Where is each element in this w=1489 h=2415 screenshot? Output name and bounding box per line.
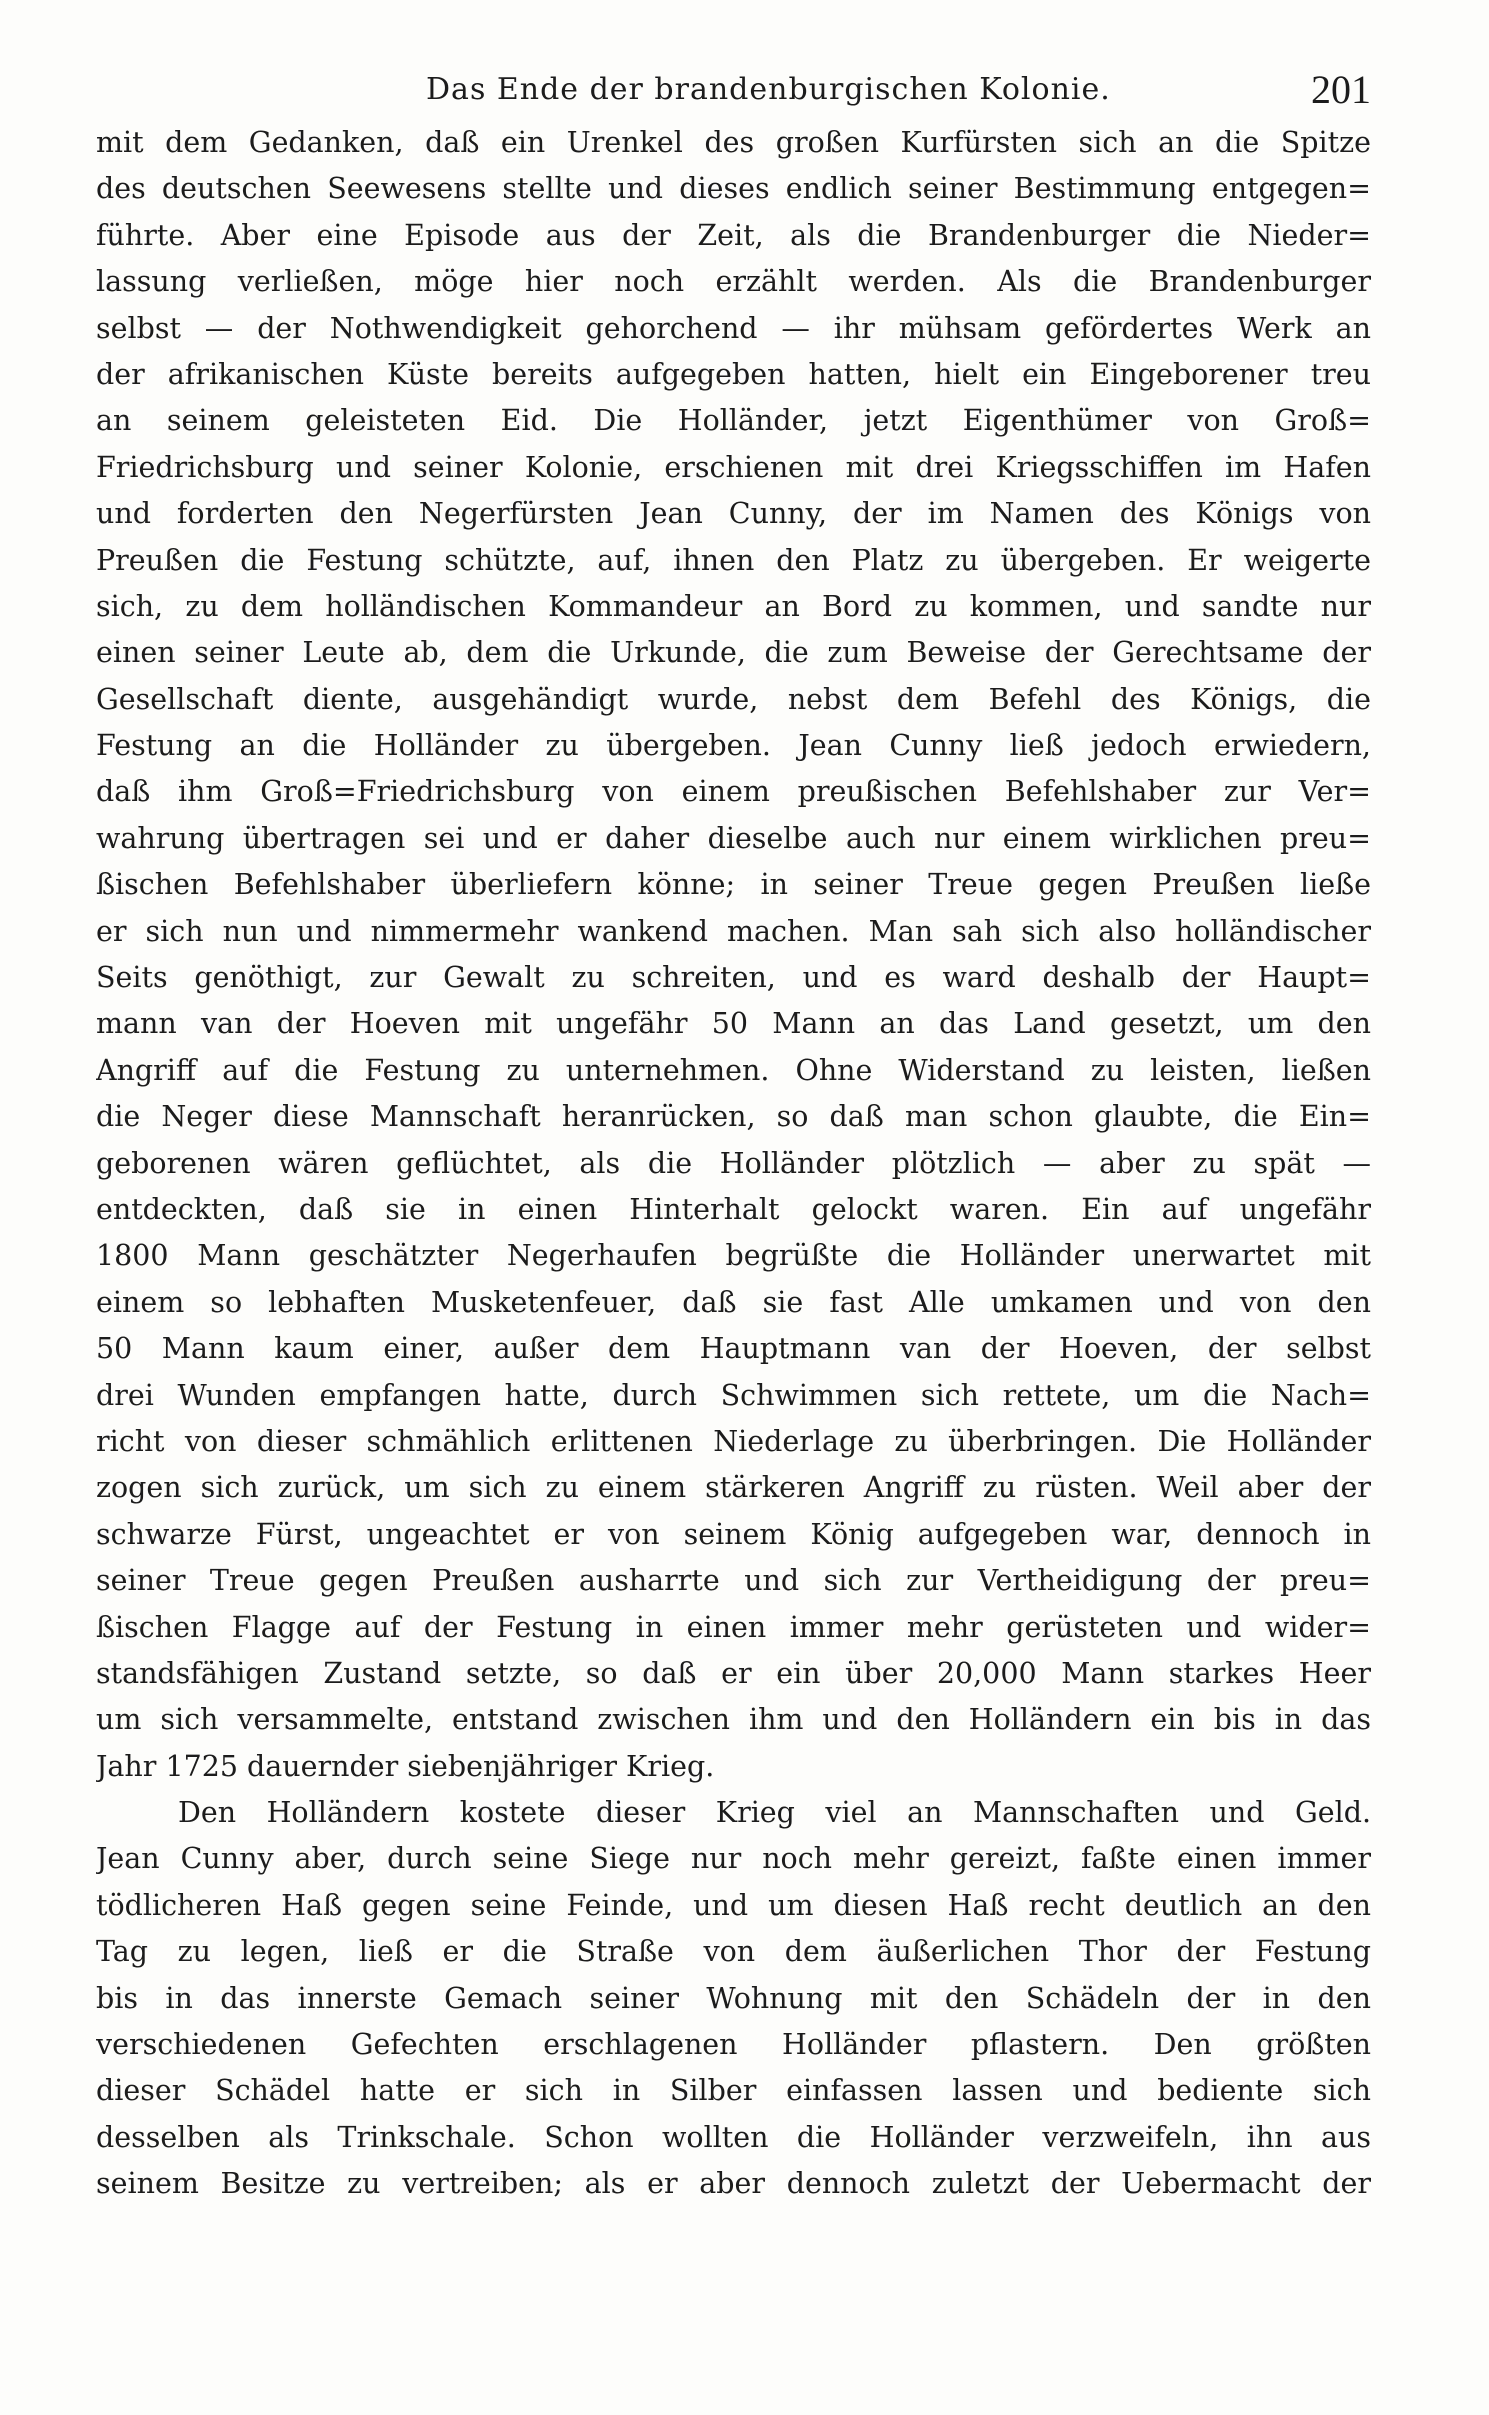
text-line: Preußen die Festung schützte, auf, ihnen den Platz zu übergeben. Er weigerte	[96, 543, 1371, 577]
text-line: richt von dieser schmählich erlittenen Niederlage zu überbringen. Die Holländer	[96, 1424, 1371, 1458]
text-line: er sich nun und nimmermehr wankend machen. Man sah sich also holländischer	[96, 914, 1371, 948]
text-line: schwarze Fürst, ungeachtet er von seinem König aufgegeben war, dennoch in	[96, 1517, 1371, 1551]
paragraph-start-line: Den Holländern kostete dieser Krieg viel an Mannschaften und Geld.	[178, 1796, 1371, 1830]
text-line: der afrikanischen Küste bereits aufgegeben hatten, hielt ein Eingeborener treu	[96, 357, 1371, 391]
text-line: des deutschen Seewesens stellte und dieses endlich seiner Bestimmung entgegen=	[96, 172, 1371, 206]
text-line: einen seiner Leute ab, dem die Urkunde, die zum Beweise der Gerechtsame der	[96, 636, 1371, 670]
running-head	[96, 58, 1371, 118]
text-line: sich, zu dem holländischen Kommandeur an Bord zu kommen, und sandte nur	[96, 589, 1371, 623]
text-line: seinem Besitze zu vertreiben; als er aber dennoch zuletzt der Uebermacht der	[96, 2167, 1371, 2201]
body-text	[96, 120, 1371, 2208]
text-line: seiner Treue gegen Preußen ausharrte und sich zur Vertheidigung der preu=	[96, 1564, 1371, 1598]
text-line: Gesellschaft diente, ausgehändigt wurde, nebst dem Befehl des Königs, die	[96, 682, 1371, 716]
text-line: Jean Cunny aber, durch seine Siege nur noch mehr gereizt, faßte einen immer	[96, 1842, 1371, 1876]
text-line: Seits genöthigt, zur Gewalt zu schreiten, und es ward deshalb der Haupt=	[96, 961, 1371, 995]
text-line: 50 Mann kaum einer, außer dem Hauptmann van der Hoeven, der selbst	[96, 1332, 1371, 1366]
text-line: wahrung übertragen sei und er daher dieselbe auch nur einem wirklichen preu=	[96, 821, 1371, 855]
text-line: drei Wunden empfangen hatte, durch Schwimmen sich rettete, um die Nach=	[96, 1378, 1371, 1412]
text-line: bis in das innerste Gemach seiner Wohnung mit den Schädeln der in den	[96, 1981, 1371, 2015]
text-line: dieser Schädel hatte er sich in Silber einfassen lassen und bediente sich	[96, 2074, 1371, 2108]
text-line: tödlicheren Haß gegen seine Feinde, und um diesen Haß recht deutlich an den	[96, 1888, 1371, 1922]
text-line: ßischen Flagge auf der Festung in einen immer mehr gerüsteten und wider=	[96, 1610, 1371, 1644]
text-line: zogen sich zurück, um sich zu einem stärkeren Angriff zu rüsten. Weil aber der	[96, 1471, 1371, 1505]
text-line: entdeckten, daß sie in einen Hinterhalt gelockt waren. Ein auf ungefähr	[96, 1192, 1371, 1226]
text-line: geborenen wären geflüchtet, als die Holländer plötzlich — aber zu spät —	[96, 1146, 1371, 1180]
text-line: mann van der Hoeven mit ungefähr 50 Mann an das Land gesetzt, um den	[96, 1007, 1371, 1041]
text-line: verschiedenen Gefechten erschlagenen Holländer pflastern. Den größten	[96, 2028, 1371, 2062]
text-line: um sich versammelte, entstand zwischen ihm und den Holländern ein bis in das	[96, 1703, 1371, 1737]
text-line: daß ihm Groß=Friedrichsburg von einem preußischen Befehlshaber zur Ver=	[96, 775, 1371, 809]
text-line: Festung an die Holländer zu übergeben. Jean Cunny ließ jedoch erwiedern,	[96, 729, 1371, 763]
paragraph-end-line: Jahr 1725 dauernder siebenjähriger Krieg.	[96, 1749, 715, 1783]
running-title: Das Ende der brandenburgischen Kolonie.	[426, 72, 1111, 107]
text-line: selbst — der Nothwendigkeit gehorchend — ihr mühsam gefördertes Werk an	[96, 311, 1371, 345]
text-line: und forderten den Negerfürsten Jean Cunny, der im Namen des Königs von	[96, 497, 1371, 531]
text-line: mit dem Gedanken, daß ein Urenkel des großen Kurfürsten sich an die Spitze	[96, 126, 1371, 159]
text-line: desselben als Trinkschale. Schon wollten die Holländer verzweifeln, ihn aus	[96, 2120, 1371, 2154]
text-line: führte. Aber eine Episode aus der Zeit, als die Brandenburger die Nieder=	[96, 218, 1371, 252]
text-line: die Neger diese Mannschaft heranrücken, so daß man schon glaubte, die Ein=	[96, 1100, 1371, 1134]
text-line: standsfähigen Zustand setzte, so daß er ein über 20,000 Mann starkes Heer	[96, 1656, 1371, 1690]
text-line: Friedrichsburg und seiner Kolonie, erschienen mit drei Kriegsschiffen im Hafen	[96, 450, 1371, 484]
text-line: an seinem geleisteten Eid. Die Holländer, jetzt Eigenthümer von Groß=	[96, 404, 1371, 438]
text-line: Tag zu legen, ließ er die Straße von dem äußerlichen Thor der Festung	[96, 1935, 1371, 1969]
text-line: lassung verließen, möge hier noch erzählt werden. Als die Brandenburger	[96, 265, 1371, 299]
page-number: 201	[1311, 67, 1371, 112]
text-line: Angriff auf die Festung zu unternehmen. Ohne Widerstand zu leisten, ließen	[96, 1053, 1371, 1087]
text-line: ßischen Befehlshaber überliefern könne; in seiner Treue gegen Preußen ließe	[96, 868, 1371, 902]
text-line: einem so lebhaften Musketenfeuer, daß sie fast Alle umkamen und von den	[96, 1285, 1371, 1319]
text-line: 1800 Mann geschätzter Negerhaufen begrüßte die Holländer unerwartet mit	[96, 1239, 1371, 1273]
